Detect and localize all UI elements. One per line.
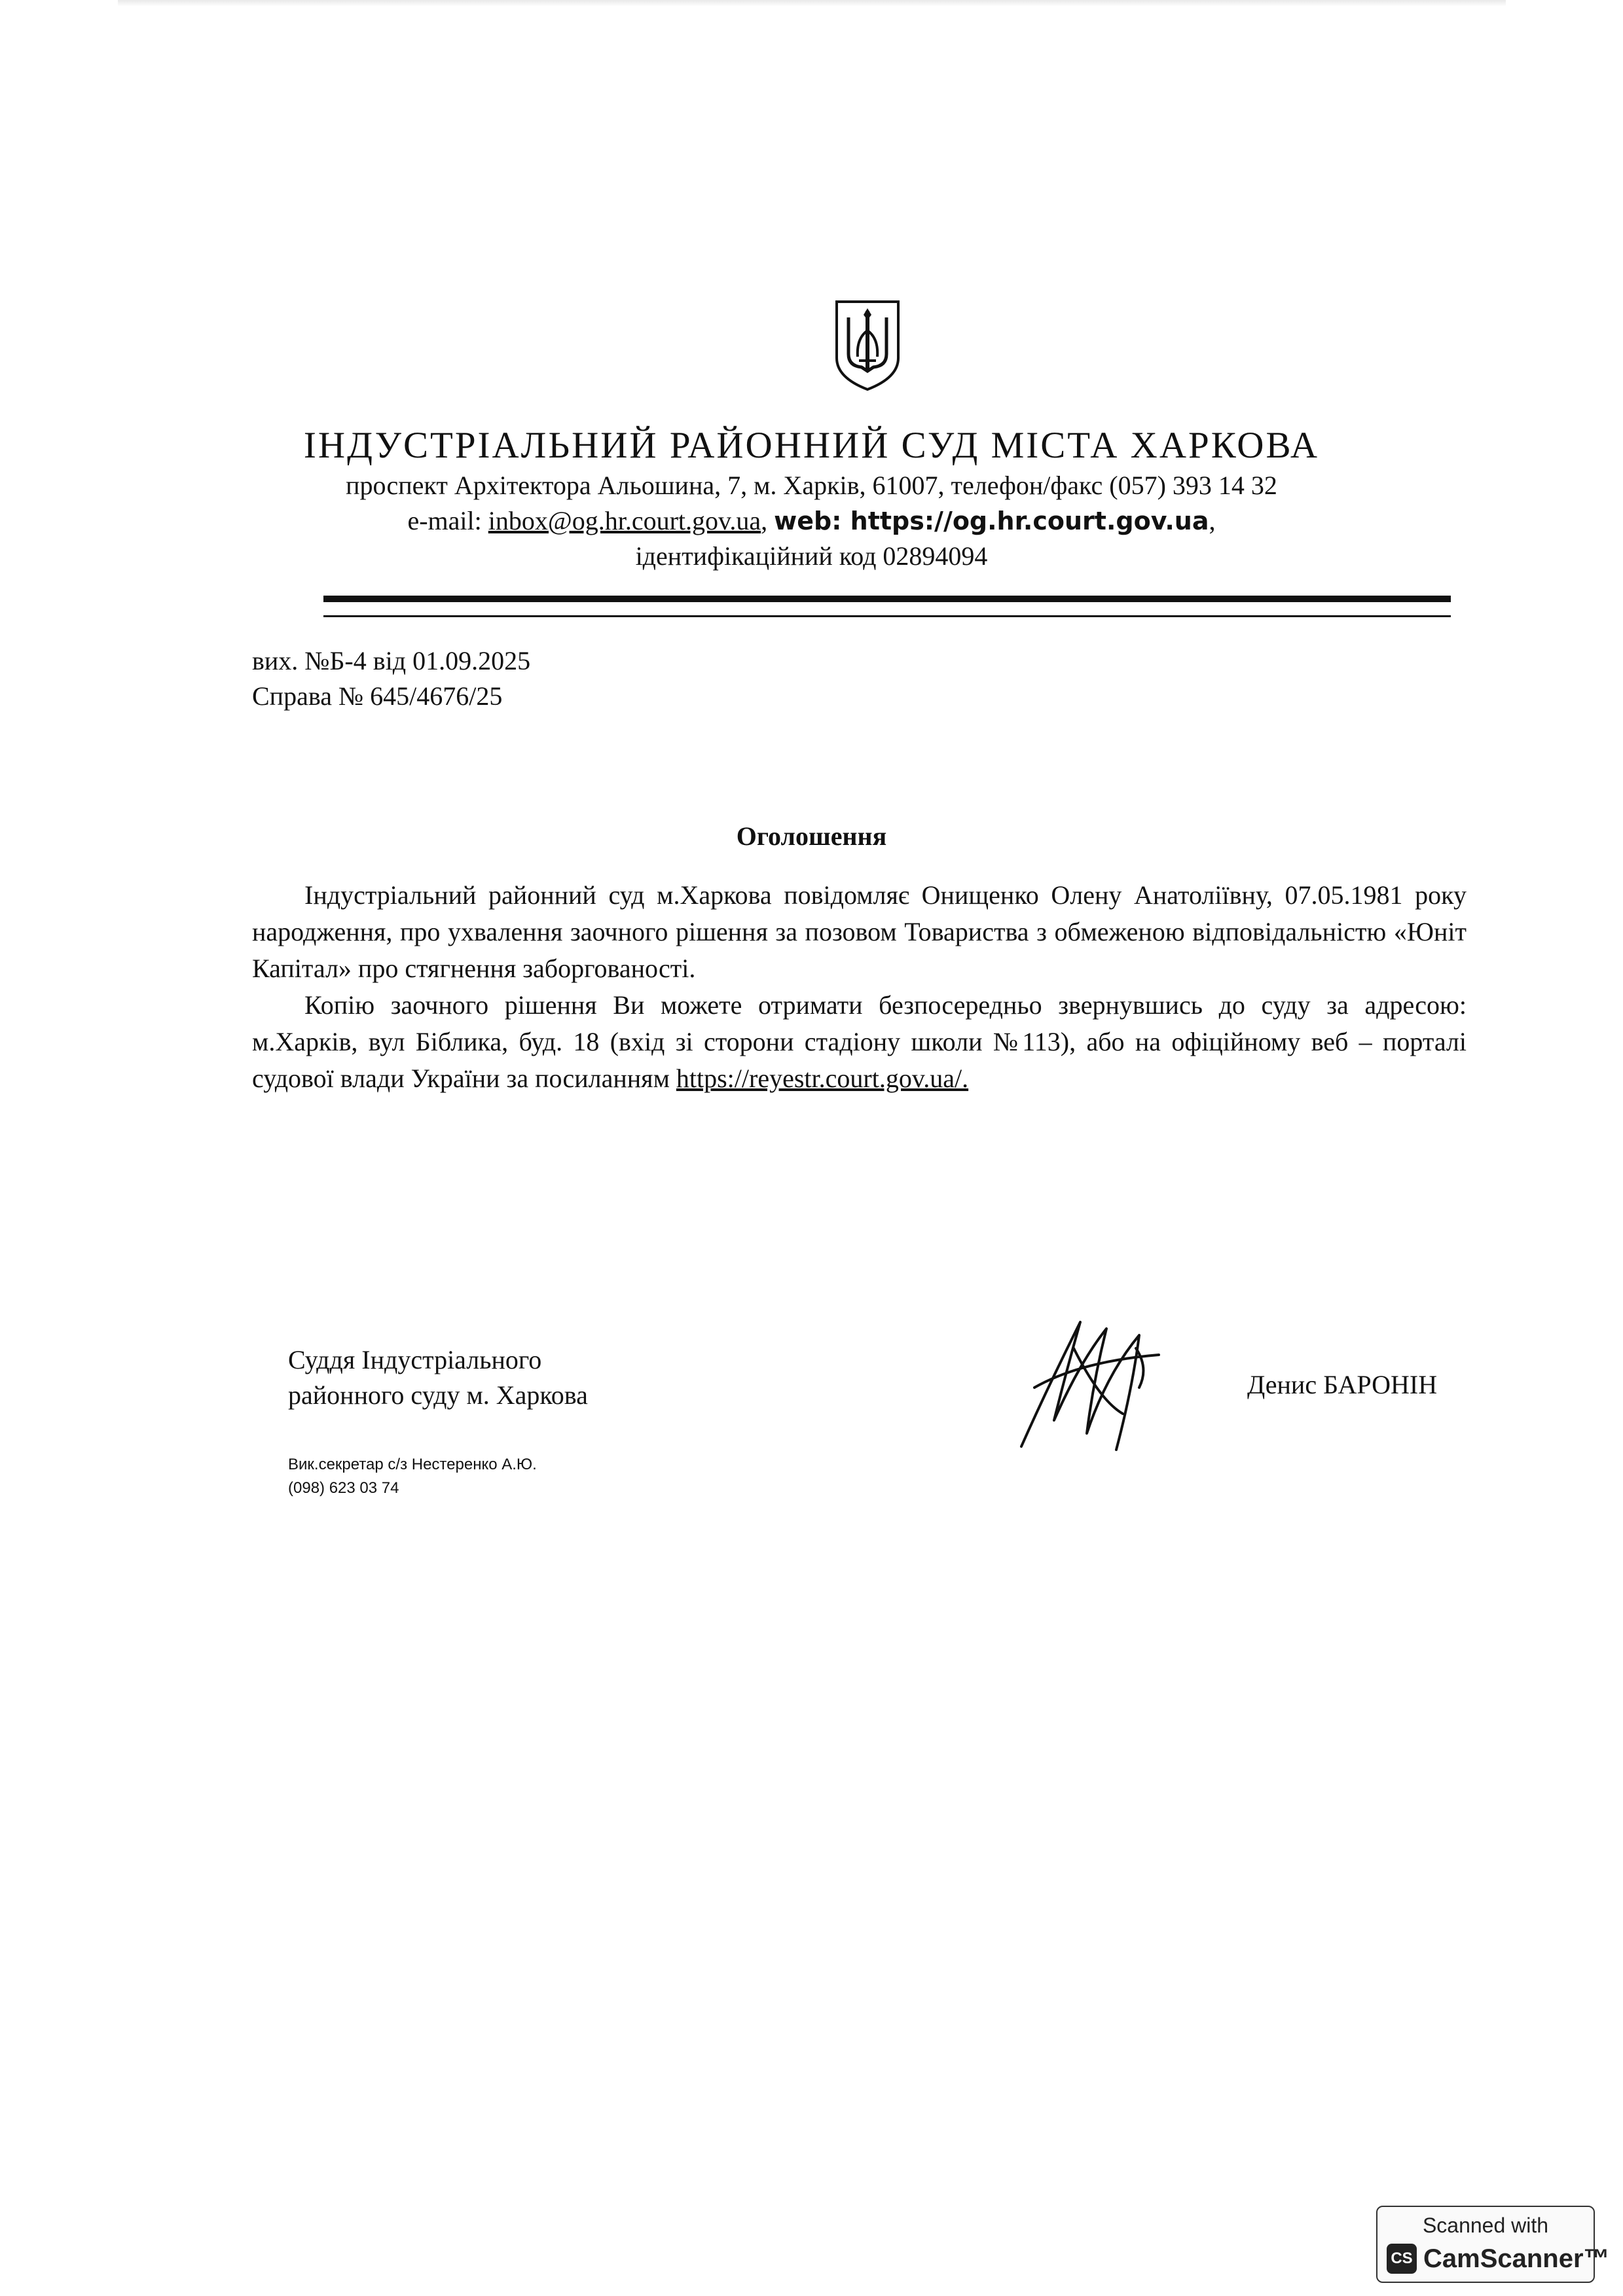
judge-title-line-2: районного суду м. Харкова <box>288 1380 588 1410</box>
camscanner-badge <box>1376 2206 1610 2283</box>
notice-title: Оголошення <box>736 821 887 851</box>
scan-edge-shadow <box>118 0 1506 7</box>
notice-body <box>252 877 1467 1097</box>
email-link[interactable]: inbox@og.hr.court.gov.ua <box>488 506 761 535</box>
court-contacts <box>0 505 1623 536</box>
court-name: ІНДУСТРІАЛЬНИЙ РАЙОННИЙ СУД МІСТА ХАРКОВА <box>303 425 1320 466</box>
notice-paragraph-2-text: Копію заочного рішення Ви можете отримати безпосередньо звернувшись до суду за адресою: м.Харків, вул Біблика, буд. 18 (вхід зі сторони стадіону школи №113), або на офіційному веб – порталі судової влади України за посиланням <box>252 990 1467 1093</box>
camscanner-caption: Scanned with <box>1422 2214 1549 2237</box>
camscanner-brand: CamScanner™ <box>1423 2244 1610 2273</box>
court-id-code: ідентифікаційний код 02894094 <box>635 541 988 571</box>
contacts-separator: , <box>761 506 775 535</box>
trident-coat-of-arms-icon <box>833 298 902 393</box>
camscanner-brand-row <box>1387 2244 1610 2274</box>
notice-paragraph-1: Індустріальний районний суд м.Харкова повідомляє Онищенко Олену Анатоліївну, 07.05.1981 року народження, про ухвалення заочного рішення за позовом Товариства з обмеженою відповідальністю «Юніт Капітал» про стягнення заборгованості. <box>252 880 1467 983</box>
secretary-name: Вик.секретар с/з Нестеренко А.Ю. <box>288 1456 537 1473</box>
header-rule-thick <box>323 596 1451 602</box>
outgoing-number: вих. №Б-4 від 01.09.2025 <box>252 646 531 675</box>
court-address: проспект Архітектора Альошина, 7, м. Харків, 61007, телефон/факс (057) 393 14 32 <box>346 471 1277 500</box>
web-link[interactable]: web: https://og.hr.court.gov.ua <box>774 507 1209 535</box>
secretary-phone: (098) 623 03 74 <box>288 1479 399 1497</box>
registry-link[interactable]: https://reyestr.court.gov.ua/. <box>676 1064 969 1093</box>
email-label: e-mail: <box>407 506 488 535</box>
handwritten-signature <box>1008 1309 1165 1460</box>
header-rule-thin <box>323 615 1451 617</box>
case-number: Справа № 645/4676/25 <box>252 681 503 711</box>
notice-paragraph-2 <box>252 987 1467 1097</box>
contacts-tail: , <box>1209 506 1216 535</box>
camscanner-logo-icon: CS <box>1387 2244 1417 2274</box>
judge-name: Денис БАРОНІН <box>1247 1370 1438 1399</box>
judge-title-line-1: Суддя Індустріального <box>288 1345 542 1374</box>
